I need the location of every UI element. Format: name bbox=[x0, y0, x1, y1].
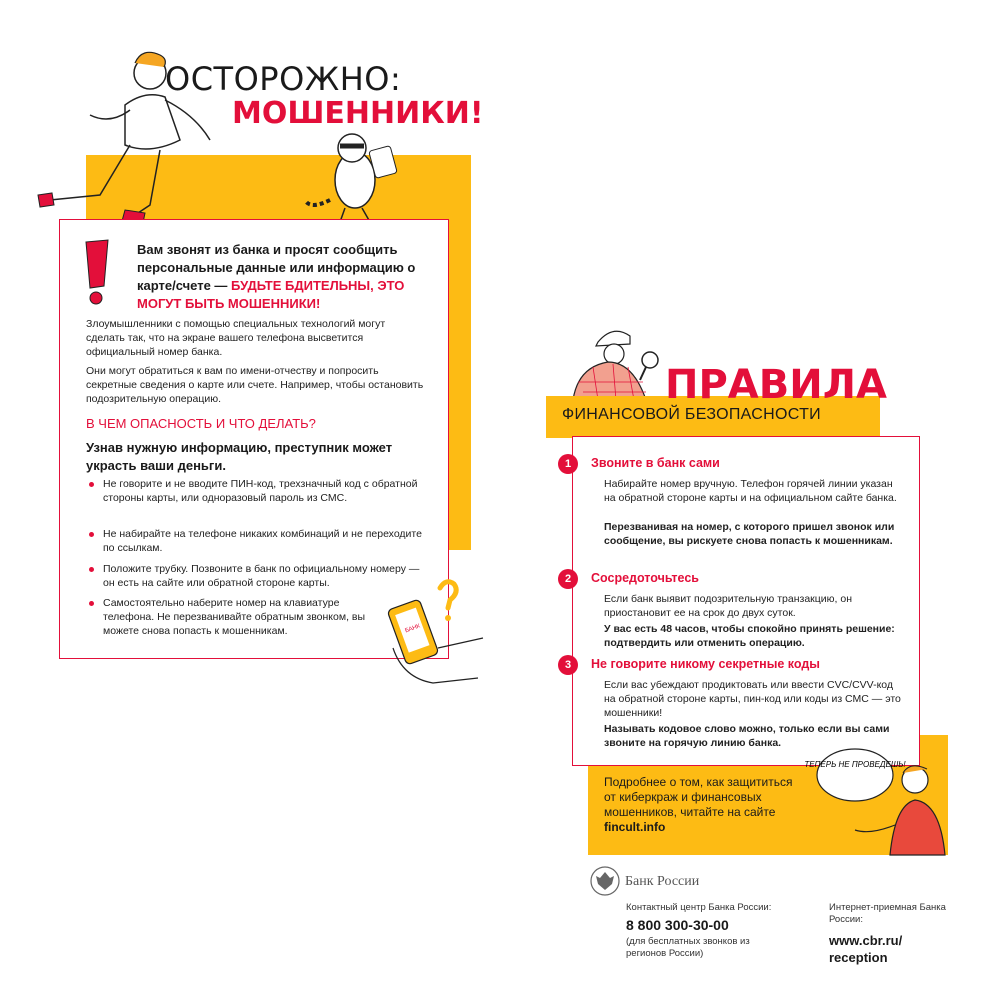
rule-heading-1: Звоните в банк сами bbox=[591, 456, 720, 470]
raccoon-thief-illustration bbox=[300, 130, 410, 225]
paragraph-technologies: Злоумышленники с помощью специальных технологий могут сделать так, что на экране вашего телефона высветится официальный номер банка. bbox=[86, 318, 386, 358]
reception-label: Интернет-приемная Банка России: bbox=[829, 902, 946, 925]
bullet-dot bbox=[89, 601, 94, 606]
speech-bubble-text: ТЕПЕРЬ НЕ ПРОВЕДЕШЬ! bbox=[804, 760, 906, 769]
rules-subtitle: ФИНАНСОВОЙ БЕЗОПАСНОСТИ bbox=[562, 406, 821, 423]
rule-heading-2: Сосредоточьтесь bbox=[591, 571, 699, 585]
left-title-line1: ОСТОРОЖНО: bbox=[165, 60, 402, 98]
left-title-line2: МОШЕННИКИ! bbox=[232, 96, 484, 131]
more-info-text bbox=[604, 775, 804, 835]
phone-in-hand-illustration bbox=[388, 578, 488, 688]
contact-center-label: Контактный центр Банка России: bbox=[626, 902, 772, 913]
rule-text-2: Если банк выявит подозрительную транзакцию, он приостановит ее на срок до двух суток. bbox=[604, 593, 852, 619]
bullet-dot bbox=[89, 482, 94, 487]
paragraph-name-call: Они могут обратиться к вам по имени-отчеству и попросить секретные сведения о карте или счете. Например, чтобы остановить подозрительную операцию. bbox=[86, 365, 424, 405]
rule-number-1: 1 bbox=[558, 454, 578, 474]
man-speech-bubble-illustration bbox=[804, 745, 948, 855]
rule-text-1: Набирайте номер вручную. Телефон горячей линии указан на обратной стороне карты и на официальном сайте банка. bbox=[604, 478, 897, 504]
rule-bold-2: У вас есть 48 часов, чтобы спокойно принять решение: подтвердить или отменить операцию. bbox=[604, 623, 895, 649]
bullet-dot bbox=[89, 532, 94, 537]
rule-bold-3: Называть кодовое слово можно, только если вы сами звоните на горячую линию банка. bbox=[604, 723, 890, 749]
bullet-dot bbox=[89, 567, 94, 572]
rule-number-3: 3 bbox=[558, 655, 578, 675]
contact-note: (для бесплатных звонков из регионов России) bbox=[626, 936, 750, 959]
rule-text-3: Если вас убеждают продиктовать или ввести CVC/CVV-код на обратной стороне карты, пин-код или коды из СМС — это мошенники! bbox=[604, 679, 901, 719]
criminal-warning: Узнав нужную информацию, преступник может украсть ваши деньги. bbox=[86, 440, 393, 473]
bank-name: Банк России bbox=[625, 874, 700, 889]
list-item: Положите трубку. Позвоните в банк по официальному номеру — он есть на сайте или обратной стороне карты. bbox=[103, 563, 420, 589]
fincult-link[interactable]: fincult.info bbox=[604, 820, 666, 834]
list-item: Самостоятельно наберите номер на клавиатуре телефона. Не перезванивайте обратным звонком, вы можете снова попасть к мошенникам. bbox=[103, 597, 366, 637]
danger-subheading: В ЧЕМ ОПАСНОСТЬ И ЧТО ДЕЛАТЬ? bbox=[86, 416, 316, 431]
rules-title: ПРАВИЛА bbox=[665, 362, 887, 408]
rule-number-2: 2 bbox=[558, 569, 578, 589]
more-info-body: Подробнее о том, как защититься от киберкраж и финансовых мошенников, читайте на сайте bbox=[604, 775, 793, 819]
alert-text bbox=[137, 241, 427, 313]
rule-bold-1: Перезванивая на номер, с которого пришел звонок или сообщение, вы рискуете снова попасть к мошенникам. bbox=[604, 521, 895, 547]
bank-of-russia-emblem-icon bbox=[590, 866, 620, 896]
exclamation-icon bbox=[82, 238, 112, 308]
alert-highlight: БУДЬТЕ БДИТЕЛЬНЫ, ЭТО МОГУТ БЫТЬ МОШЕННИКИ! bbox=[137, 278, 405, 311]
list-item: Не говорите и не вводите ПИН-код, трехзначный код с обратной стороны карты, или одноразовый пароль из СМС. bbox=[103, 478, 418, 504]
detective-illustration bbox=[568, 322, 663, 400]
list-item: Не набирайте на телефоне никаких комбинаций и не переходите по ссылкам. bbox=[103, 528, 422, 554]
rule-heading-3: Не говорите никому секретные коды bbox=[591, 657, 820, 671]
phone-screen-text: БАНК bbox=[404, 623, 422, 635]
alert-main: Вам звонят из банка и просят сообщить персональные данные или информацию о карте/счете — bbox=[137, 242, 416, 293]
reception-link[interactable]: www.cbr.ru/ reception bbox=[829, 933, 903, 965]
contact-phone[interactable]: 8 800 300-30-00 bbox=[626, 917, 729, 933]
